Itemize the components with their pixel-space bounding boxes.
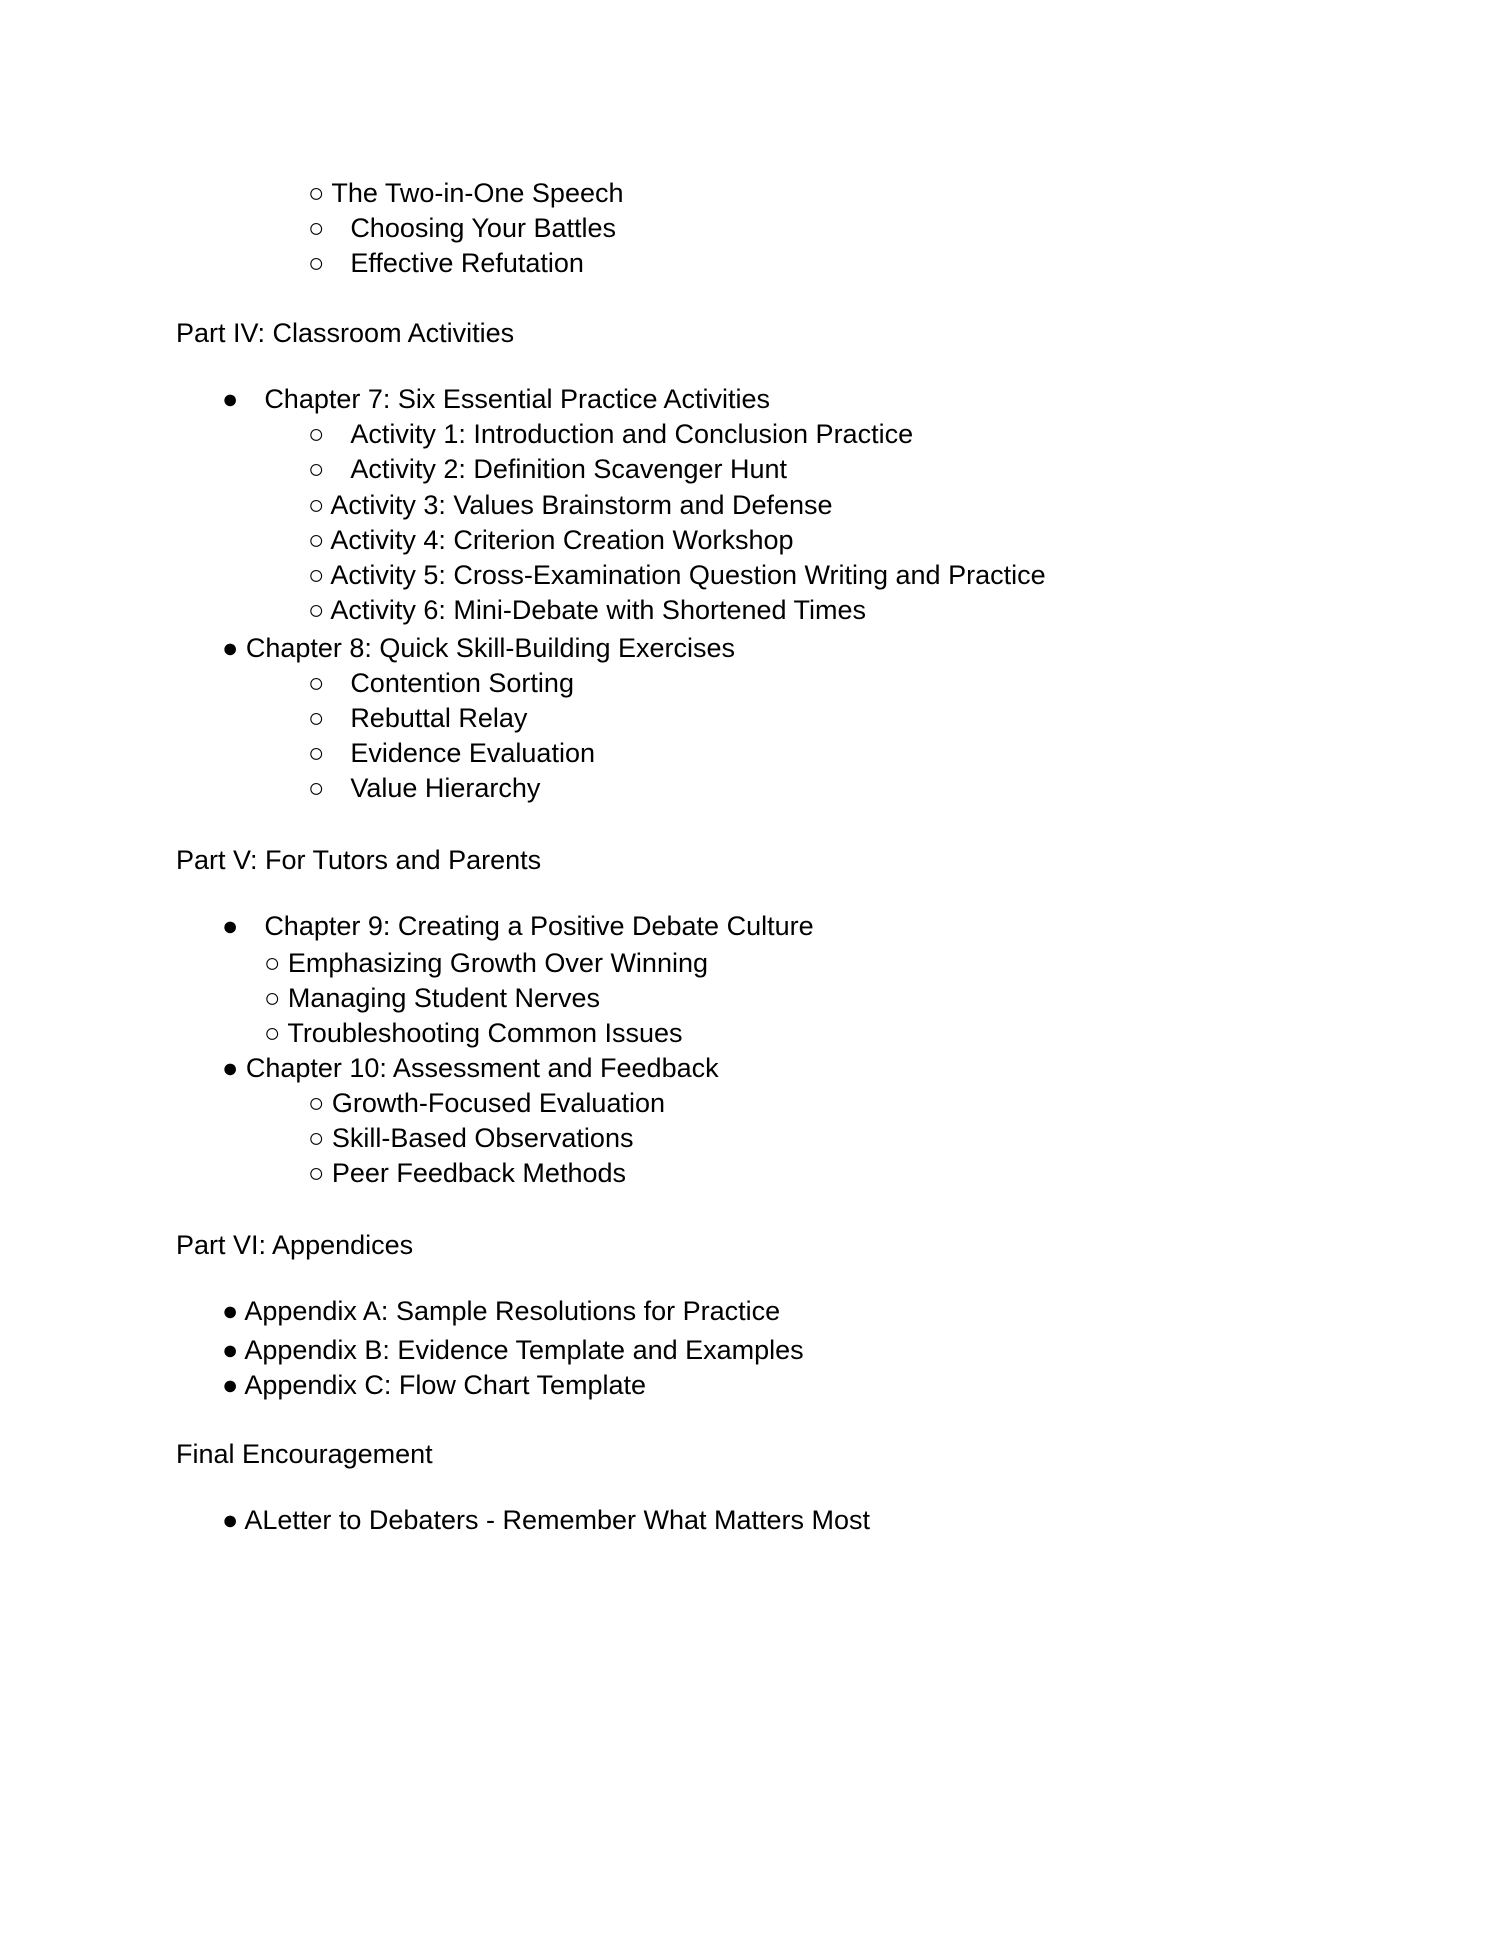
list-item: ○ Growth-Focused Evaluation — [308, 1088, 665, 1118]
hollow-bullet: ○ — [308, 1088, 325, 1118]
chapter-item: ● Chapter 7: Six Essential Practice Activities — [222, 384, 771, 414]
hollow-bullet: ○ — [308, 703, 325, 733]
list-item: ○ Choosing Your Battles — [308, 213, 617, 243]
hollow-bullet: ○ — [308, 738, 325, 768]
list-item: ○ Managing Student Nerves — [264, 983, 601, 1013]
list-item: ○ Value Hierarchy — [308, 773, 541, 803]
chapter-item: ● Chapter 9: Creating a Positive Debate Culture — [222, 911, 814, 941]
chapter-item: ● Chapter 8: Quick Skill-Building Exercises — [222, 633, 736, 663]
hollow-bullet: ○ — [308, 1123, 325, 1153]
solid-bullet: ● — [222, 1335, 239, 1365]
solid-bullet: ● — [222, 633, 239, 663]
list-item: ○ Peer Feedback Methods — [308, 1158, 626, 1188]
list-item: ○ Contention Sorting — [308, 668, 574, 698]
solid-bullet: ● — [222, 384, 239, 414]
appendix-item: ● Appendix A: Sample Resolutions for Practice — [222, 1296, 781, 1326]
appendix-item: ● Appendix C: Flow Chart Template — [222, 1370, 647, 1400]
solid-bullet: ● — [222, 1505, 239, 1535]
list-item: ○ Activity 2: Definition Scavenger Hunt — [308, 454, 788, 484]
hollow-bullet: ○ — [308, 213, 325, 243]
hollow-bullet: ○ — [308, 1158, 325, 1188]
part-heading: Part IV: Classroom Activities — [176, 318, 515, 348]
list-item: ○ The Two-in-One Speech — [308, 178, 624, 208]
solid-bullet: ● — [222, 1053, 239, 1083]
list-item: ○ Evidence Evaluation — [308, 738, 595, 768]
hollow-bullet: ○ — [308, 773, 325, 803]
hollow-bullet: ○ — [308, 419, 325, 449]
hollow-bullet: ○ — [308, 560, 325, 590]
hollow-bullet: ○ — [308, 178, 325, 208]
solid-bullet: ● — [222, 1296, 239, 1326]
list-item: ○ Activity 6: Mini-Debate with Shortened Times — [308, 595, 867, 625]
part-heading: Final Encouragement — [176, 1439, 433, 1469]
part-heading: Part VI: Appendices — [176, 1230, 414, 1260]
list-item: ○ Effective Refutation — [308, 248, 584, 278]
list-item: ○ Troubleshooting Common Issues — [264, 1018, 683, 1048]
list-item: ○ Activity 5: Cross-Examination Question Writing and Practice — [308, 560, 1046, 590]
solid-bullet: ● — [222, 911, 239, 941]
hollow-bullet: ○ — [264, 1018, 281, 1048]
list-item: ○ Emphasizing Growth Over Winning — [264, 948, 708, 978]
part-heading: Part V: For Tutors and Parents — [176, 845, 542, 875]
hollow-bullet: ○ — [264, 948, 281, 978]
hollow-bullet: ○ — [308, 525, 325, 555]
hollow-bullet: ○ — [308, 454, 325, 484]
list-item: ○ Activity 1: Introduction and Conclusion Practice — [308, 419, 914, 449]
list-item: ○ Activity 3: Values Brainstorm and Defense — [308, 490, 833, 520]
hollow-bullet: ○ — [308, 668, 325, 698]
hollow-bullet: ○ — [308, 490, 325, 520]
final-item: ● ALetter to Debaters - Remember What Matters Most — [222, 1505, 871, 1535]
list-item: ○ Activity 4: Criterion Creation Workshop — [308, 525, 794, 555]
list-item: ○ Rebuttal Relay — [308, 703, 528, 733]
list-item: ○ Skill-Based Observations — [308, 1123, 634, 1153]
solid-bullet: ● — [222, 1370, 239, 1400]
chapter-item: ● Chapter 10: Assessment and Feedback — [222, 1053, 719, 1083]
appendix-item: ● Appendix B: Evidence Template and Examples — [222, 1335, 804, 1365]
hollow-bullet: ○ — [264, 983, 281, 1013]
hollow-bullet: ○ — [308, 595, 325, 625]
hollow-bullet: ○ — [308, 248, 325, 278]
